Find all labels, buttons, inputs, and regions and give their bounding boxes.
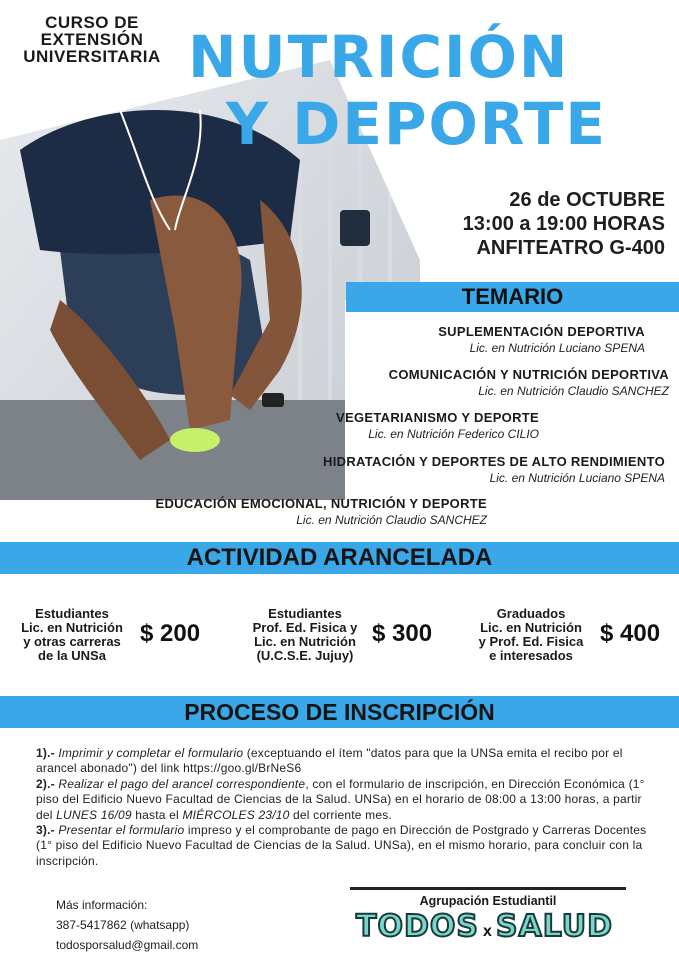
topic-title: VEGETARIANISMO Y DEPORTE (336, 410, 539, 425)
fee-line: y otras carreras (23, 634, 121, 649)
logo-word-2: SALUD (495, 909, 614, 944)
step-text: del corriente mes. (289, 807, 392, 822)
fee-line: de la UNSa (38, 648, 106, 663)
title-line-2: Y DEPORTE (226, 90, 608, 158)
step-date: LUNES 16/09 (56, 807, 132, 822)
event-date: 26 de OCTUBRE (509, 189, 665, 211)
topic-title: COMUNICACIÓN Y NUTRICIÓN DEPORTIVA (388, 367, 669, 382)
logo-x: x (482, 923, 492, 940)
topic-speaker: Lic. en Nutrición Claudio SANCHEZ (296, 513, 487, 527)
topic-title: EDUCACIÓN EMOCIONAL, NUTRICIÓN Y DEPORTE (155, 496, 487, 511)
fee-item-3 (464, 607, 598, 663)
topic-4 (323, 454, 665, 486)
fee-line: Lic. en Nutrición (21, 620, 123, 635)
topic-speaker: Lic. en Nutrición Federico CILIO (368, 427, 539, 441)
step-text: (exceptuando el ítem "datos para que la UNSa emita el recibo por el arancel abonado") del link https://goo.gl/BrNeS6 (36, 746, 623, 776)
fee-item-1 (10, 607, 134, 663)
step-action: Imprimir y completar el formulario (58, 746, 244, 760)
group-label: Agrupación Estudiantil (419, 894, 557, 908)
fee-line: (U.C.S.E. Jujuy) (256, 648, 354, 663)
topic-speaker: Lic. en Nutrición Luciano SPENA (469, 341, 645, 355)
step-text: impreso y el comprobante de pago en Dirección de Postgrado y Carreras Docentes (1° piso del Edificio Nuevo Facultad de Ciencias de la Salud. UNSa), en el mismo horario, para concluir con la inscripción. (36, 823, 647, 868)
step-text: , con el formulario de inscripción, en Dirección Económica (1° piso del Edificio Nuevo Facultad de Ciencias de la Salud. UNSa) en el horario de 08:00 a 13:00 horas, a partir del (36, 776, 645, 822)
course-label (8, 14, 176, 65)
step-text: hasta el (131, 807, 183, 822)
step-3 (36, 823, 648, 869)
course-line-3: UNIVERSITARIA (23, 47, 161, 66)
topic-speaker: Lic. en Nutrición Claudio SANCHEZ (478, 384, 669, 398)
footer-divider (350, 887, 626, 890)
fees-title: ACTIVIDAD ARANCELADA (186, 544, 493, 571)
event-place: ANFITEATRO G-400 (476, 237, 665, 259)
fee-line: y Prof. Ed. Fisica (478, 634, 584, 649)
step-number: 3).- (36, 823, 55, 838)
inscripcion-steps (36, 746, 648, 869)
course-line-1: CURSO DE (45, 13, 139, 32)
logo-word-1: TODOS (356, 909, 479, 944)
step-2 (36, 777, 648, 823)
step-action: Realizar el pago del arancel correspondiente (58, 776, 306, 791)
step-number: 2).- (36, 776, 55, 791)
event-time: 13:00 a 19:00 HORAS (462, 213, 665, 235)
topic-5 (156, 496, 487, 528)
step-action: Presentar el formulario (58, 823, 185, 838)
email: todosporsalud@gmail.com (56, 938, 199, 952)
info-label: Más información: (56, 898, 148, 912)
contact-info (56, 895, 198, 955)
step-number: 1).- (36, 746, 55, 760)
fee-price-3: $ 400 (600, 620, 661, 647)
fee-price-1: $ 200 (140, 620, 201, 647)
event-info (463, 188, 665, 260)
phone: 387-5417862 (whatsapp) (56, 918, 190, 932)
todos-x-salud-logo (356, 908, 632, 948)
title-line-1: NUTRICIÓN (188, 23, 570, 91)
course-line-2: EXTENSIÓN (40, 30, 144, 49)
topic-2 (389, 367, 669, 399)
fee-line: Lic. en Nutrición (254, 634, 356, 649)
fee-line: e interesados (489, 648, 573, 663)
fee-line: Prof. Ed. Fisica y (252, 620, 358, 635)
fee-item-2 (238, 607, 372, 663)
inscripcion-title: PROCESO DE INSCRIPCIÓN (184, 699, 495, 725)
fee-line: Graduados (496, 606, 566, 621)
topic-speaker: Lic. en Nutrición Luciano SPENA (489, 471, 665, 485)
fee-line: Estudiantes (268, 606, 342, 621)
topic-3 (336, 410, 539, 442)
step-1 (36, 746, 648, 777)
fee-price-2: $ 300 (372, 620, 433, 647)
fee-line: Estudiantes (35, 606, 109, 621)
topic-title: SUPLEMENTACIÓN DEPORTIVA (438, 324, 645, 339)
fee-line: Lic. en Nutrición (480, 620, 582, 635)
step-date: MIÉRCOLES 23/10 (182, 807, 290, 822)
topic-1 (438, 324, 645, 356)
topic-title: HIDRATACIÓN Y DEPORTES DE ALTO RENDIMIENTO (323, 454, 665, 469)
temario-title: TEMARIO (461, 284, 564, 309)
